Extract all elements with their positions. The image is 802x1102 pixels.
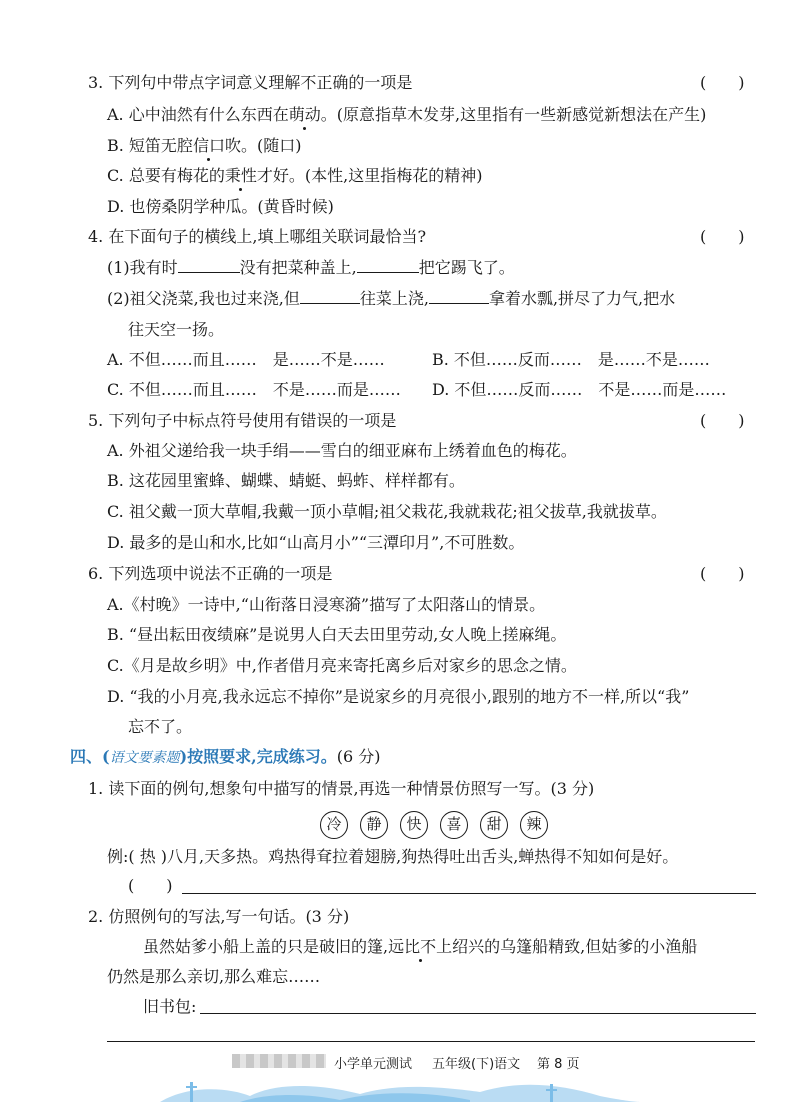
part2-prompt: 旧书包: [143,997,197,1016]
q5-option-c: C. 祖父戴一顶大草帽,我戴一顶小草帽;祖父栽花,我就栽花;祖父拔草,我就拔草。 [107,502,667,521]
q3-option-b: B. 短笛无腔信口吹。(随口) [107,136,302,155]
q4-sentence-1: (1)我有时 没有把菜种盖上, 把它踢飞了。 [107,258,515,277]
fill-blank[interactable] [178,258,240,273]
q4-option-c: C. 不但……而且…… 不是……而是…… [107,380,401,399]
q5-option-b: B. 这花园里蜜蜂、蝴蝶、蜻蜓、蚂蚱、样样都有。 [107,471,465,490]
q4-sentence-2: (2)祖父浇菜,我也过来浇,但 往菜上浇, 拿着水瓢,拼尽了力气,把水 [107,289,676,308]
footer-book-title: 小学单元测试 [334,1057,413,1072]
q4-option-b: B. 不但……反而…… 是……不是…… [432,350,710,369]
q5-option-d: D. 最多的是山和水,比如“山高月小”“三潭印月”,不可胜数。 [107,533,525,552]
part1-answer-line[interactable] [182,893,756,894]
q3-answer-paren[interactable]: ( ) [700,73,745,92]
part1-answer-paren[interactable]: ( ) [128,876,173,895]
part1-example: 例:( 热 )八月,天多热。鸡热得耷拉着翅膀,狗热得吐出舌头,蝉热得不知如何是好。 [107,847,679,866]
fill-blank[interactable] [429,289,489,304]
circled-word: 静 [360,811,388,839]
circled-word: 喜 [440,811,468,839]
part2-example-line2: 仍然是那么亲切,那么难忘…… [107,967,321,986]
q3-option-d: D. 也傍桑阴学种瓜。(黄昏时候) [107,197,334,216]
circled-word: 辣 [520,811,548,839]
q4-stem: 4. 在下面句子的横线上,填上哪组关联词最恰当? [88,227,427,246]
q6-option-a: A.《村晚》一诗中,“山衔落日浸寒漪”描写了太阳落山的情景。 [107,595,546,614]
part1-stem: 1. 读下面的例句,想象句中描写的情景,再选一种情景仿照写一写。(3 分) [88,779,595,798]
q6-answer-paren[interactable]: ( ) [700,564,745,583]
section-4-heading: 四、(语文要素题)按照要求,完成练习。(6 分) [70,747,381,766]
q4-option-a: A. 不但……而且…… 是……不是…… [107,350,385,369]
q5-option-a: A. 外祖父递给我一块手绢——雪白的细亚麻布上绣着血色的梅花。 [107,441,577,460]
q6-option-b: B. “昼出耘田夜绩麻”是说男人白天去田里劳动,女人晚上搓麻绳。 [107,625,567,644]
circled-word: 快 [400,811,428,839]
q4-sentence-2-cont: 往天空一扬。 [128,320,225,339]
footer-decoration [0,1062,802,1102]
part2-example-line1: 虽然姑爹小船上盖的只是破旧的篷,远比不上绍兴的乌篷船精致,但姑爹的小渔船 [143,937,698,956]
footer-page-number: 第 8 页 [537,1057,580,1072]
q3-stem: 3. 下列句中带点字词意义理解不正确的一项是 [88,73,413,92]
circled-word: 冷 [320,811,348,839]
q6-option-c: C.《月是故乡明》中,作者借月亮来寄托离乡后对家乡的思念之情。 [107,656,577,675]
q6-option-d: D. “我的小月亮,我永远忘不掉你”是说家乡的月亮很小,跟别的地方不一样,所以“我” [107,687,690,706]
footer-divider [107,1041,755,1042]
q4-answer-paren[interactable]: ( ) [700,227,745,246]
q6-stem: 6. 下列选项中说法不正确的一项是 [88,564,333,583]
q3-option-a: A. 心中油然有什么东西在萌动。(原意指草木发芽,这里指有一些新感觉新想法在产生) [107,105,707,124]
part2-answer-line[interactable] [200,1013,756,1014]
part2-stem: 2. 仿照例句的写法,写一句话。(3 分) [88,907,350,926]
q4-option-d: D. 不但……反而…… 不是……而是…… [432,380,727,399]
fill-blank[interactable] [300,289,360,304]
q5-stem: 5. 下列句子中标点符号使用有错误的一项是 [88,411,397,430]
q5-answer-paren[interactable]: ( ) [700,411,745,430]
circled-word: 甜 [480,811,508,839]
fill-blank[interactable] [357,258,419,273]
q3-option-c: C. 总要有梅花的秉性才好。(本性,这里指梅花的精神) [107,166,483,185]
q6-option-d-cont: 忘不了。 [128,717,193,736]
footer-grade: 五年级(下)语文 [432,1057,521,1072]
